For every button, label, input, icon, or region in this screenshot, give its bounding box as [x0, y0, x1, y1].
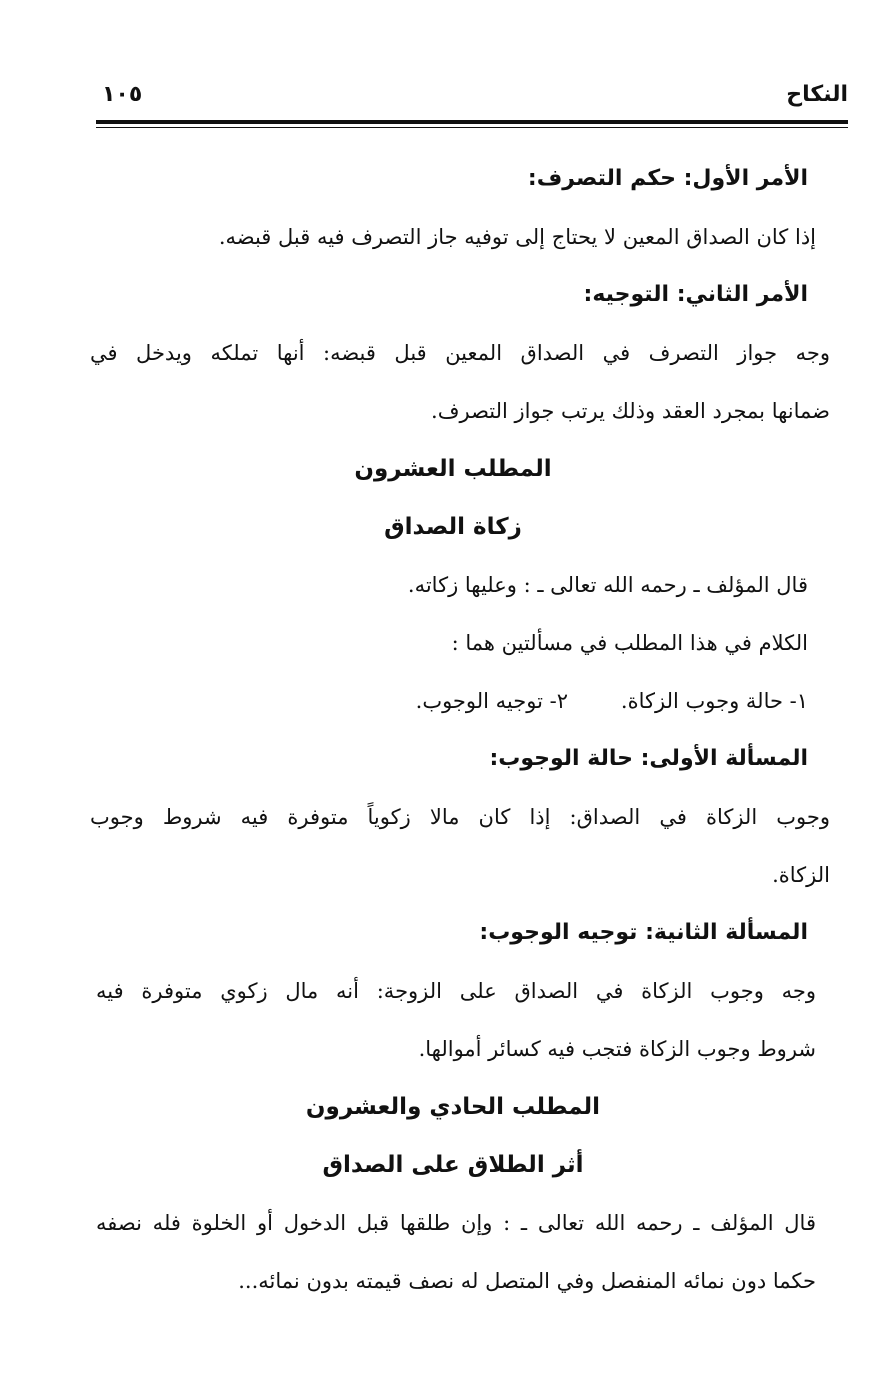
section-title: أثر الطلاق على الصداق — [322, 1152, 584, 1178]
subheading-first-matter: الأمر الأول: حكم التصرف: — [527, 166, 808, 191]
section-title: زكاة الصداق — [384, 514, 522, 540]
subheading-second-matter: الأمر الثاني: التوجيه: — [583, 282, 808, 307]
section-heading: المطلب الحادي والعشرون — [305, 1094, 601, 1120]
paragraph-line: الزكاة. — [772, 863, 830, 887]
paragraph-line: حكما دون نمائه المنفصل وفي المتصل له نصف قيمته بدون نمائه... — [238, 1269, 816, 1293]
paragraph-line: وجوب الزكاة في الصداق: إذا كان مالا زكوياً متوفرة فيه شروط وجوب — [90, 805, 830, 829]
paragraph-line: وجه جواز التصرف في الصداق المعين قبل قبضه: أنها تملكه ويدخل في — [90, 341, 830, 365]
quote-line: قال المؤلف ـ رحمه الله تعالى ـ : وعليها زكاته. — [407, 573, 808, 597]
header-rule-thick — [96, 120, 848, 124]
paragraph-line: الكلام في هذا المطلب في مسألتين هما : — [451, 631, 808, 655]
issues-list — [90, 672, 816, 730]
running-title: النكاح — [786, 82, 848, 107]
paragraph-line: وجه وجوب الزكاة في الصداق على الزوجة: أنه مال زكوي متوفرة فيه — [96, 979, 816, 1003]
subheading-second-issue: المسألة الثانية: توجيه الوجوب: — [479, 920, 808, 945]
paragraph-line: ضمانها بمجرد العقد وذلك يرتب جواز التصرف. — [431, 399, 830, 423]
page-number: ١٠٥ — [102, 82, 143, 107]
paragraph-line: شروط وجوب الزكاة فتجب فيه كسائر أموالها. — [418, 1037, 816, 1061]
paragraph-line: إذا كان الصداق المعين لا يحتاج إلى توفيه جاز التصرف فيه قبل قبضه. — [218, 225, 816, 249]
issue-item-1: ١- حالة وجوب الزكاة. — [620, 689, 808, 713]
page-body — [90, 150, 830, 1310]
quote-line: قال المؤلف ـ رحمه الله تعالى ـ : وإن طلقها قبل الدخول أو الخلوة فله نصفه — [96, 1211, 816, 1235]
issue-item-2: ٢- توجيه الوجوب. — [415, 689, 568, 713]
subheading-first-issue: المسألة الأولى: حالة الوجوب: — [489, 746, 808, 771]
section-heading: المطلب العشرون — [354, 456, 552, 482]
header-rule-thin — [96, 127, 848, 128]
page-header — [96, 82, 848, 116]
